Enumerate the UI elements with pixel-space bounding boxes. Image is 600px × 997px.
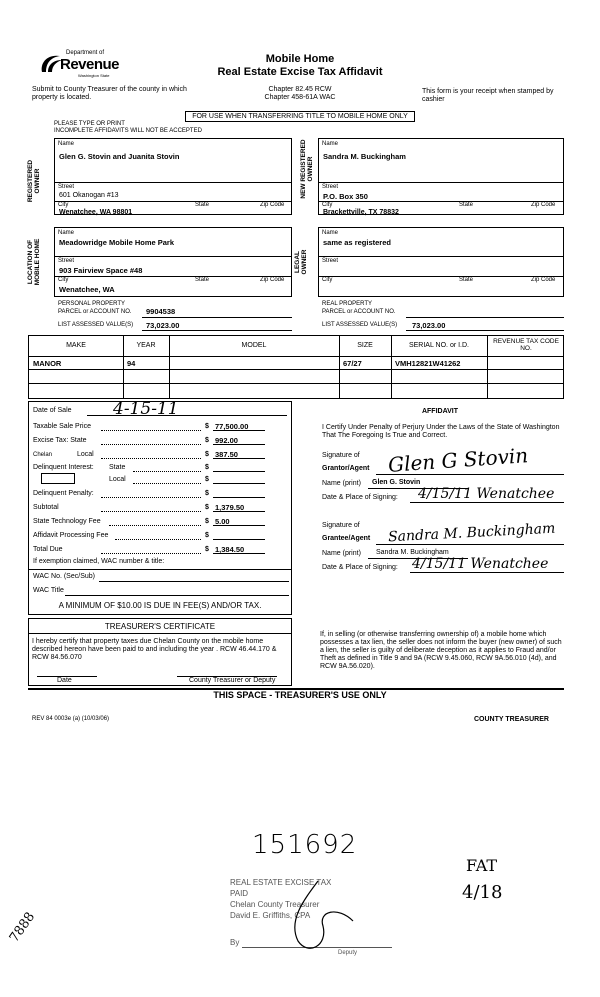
chapter-wac: Chapter 458-61A WAC xyxy=(264,94,336,101)
certify-statement: I Certify Under Penalty of Perjury Under the Laws of the State of Washington That The Foregoing Is True and Correct. xyxy=(322,424,560,440)
parcel-label: PARCEL or ACCOUNT NO. xyxy=(58,309,132,315)
header-year: YEAR xyxy=(136,342,156,349)
label-city: City xyxy=(322,202,333,208)
instruction-type: PLEASE TYPE OR PRINT xyxy=(54,121,125,127)
treasurer-date-label: Date xyxy=(57,677,72,684)
transfer-note: FOR USE WHEN TRANSFERRING TITLE TO MOBILE HOME ONLY xyxy=(185,111,415,122)
side-note: 7888 xyxy=(6,909,39,946)
vehicle-table xyxy=(28,335,564,399)
grantor-date-place[interactable]: 4/15/11 Wenatchee xyxy=(418,486,555,502)
chelan-label: Chelan xyxy=(33,452,53,458)
label-city: City xyxy=(58,277,69,283)
legal-owner-label-2: OWNER xyxy=(301,249,309,275)
grantee-date-place[interactable]: 4/15/11 Wenatchee xyxy=(412,556,549,572)
dor-logo xyxy=(38,50,128,80)
dollar-sign: $ xyxy=(205,518,209,525)
instruction-incomplete: INCOMPLETE AFFIDAVITS WILL NOT BE ACCEPTED xyxy=(54,128,202,134)
real-assessed-label: LIST ASSESSED VALUE(S) xyxy=(322,322,398,328)
stamp-scribble-icon xyxy=(258,876,378,956)
taxable-sale-label: Taxable Sale Price xyxy=(33,423,91,430)
date-of-sale-value[interactable]: 4-15-11 xyxy=(113,399,179,419)
receipt-note: This form is your receipt when stamped by cashier xyxy=(422,88,554,104)
location-name[interactable]: Meadowridge Mobile Home Park xyxy=(59,238,175,247)
grantee-agent-label: Grantee/Agent xyxy=(322,535,371,542)
assessed-label: LIST ASSESSED VALUE(S) xyxy=(58,322,134,328)
tech-fee-value[interactable]: 5.00 xyxy=(215,517,230,526)
delinquent-state-label: State xyxy=(109,464,126,471)
vehicle-size[interactable]: 67/27 xyxy=(343,359,362,368)
header-model: MODEL xyxy=(241,342,267,349)
label-street: Street xyxy=(322,184,339,190)
header-make: MAKE xyxy=(66,342,86,349)
delinquent-penalty-label: Delinquent Penalty: xyxy=(33,490,94,497)
label-street: Street xyxy=(58,258,75,264)
header-serial: SERIAL NO. or I.D. xyxy=(408,342,470,349)
label-city: City xyxy=(58,202,69,208)
excise-state-value[interactable]: 992.00 xyxy=(215,436,238,445)
stamp-line-2: PAID xyxy=(230,889,249,898)
stamp-by: By xyxy=(230,938,240,947)
paid-stamp xyxy=(228,876,398,966)
header-size: SIZE xyxy=(357,342,373,349)
logo-state: Washington State xyxy=(78,73,110,78)
location-label-1: LOCATION OF xyxy=(27,239,34,285)
total-due-label: Total Due xyxy=(33,546,63,553)
real-assessed-value[interactable]: 73,023.00 xyxy=(412,321,446,330)
subtotal-label: Subtotal xyxy=(33,504,59,511)
location-label-2: MOBILE HOME xyxy=(34,238,42,286)
local-label: Local xyxy=(77,451,94,458)
dollar-sign: $ xyxy=(205,546,209,553)
exemption-label: If exemption claimed, WAC number & title: xyxy=(33,558,165,565)
vehicle-year[interactable]: 94 xyxy=(127,359,136,368)
registered-label-1: REGISTERED xyxy=(27,159,34,203)
dollar-sign: $ xyxy=(205,423,209,430)
date-of-sale-label: Date of Sale xyxy=(33,407,72,414)
personal-assessed-value[interactable]: 73,023.00 xyxy=(146,321,180,330)
county-treasurer-heading: COUNTY TREASURER xyxy=(474,716,549,723)
county-treasurer-label: County Treasurer or Deputy xyxy=(189,677,276,684)
label-zip: Zip Code xyxy=(260,277,285,283)
delinquent-local-label: Local xyxy=(109,476,126,483)
receipt-number: 151692 xyxy=(252,830,358,860)
real-parcel-label: PARCEL or ACCOUNT NO. xyxy=(322,309,396,315)
label-zip: Zip Code xyxy=(531,277,556,283)
label-state: State xyxy=(459,277,474,283)
label-street: Street xyxy=(58,184,75,190)
name-print-label: Name (print) xyxy=(322,480,361,487)
new-owner-box xyxy=(318,138,564,215)
dollar-sign: $ xyxy=(205,532,209,539)
wac-no-label: WAC No. (Sec/Sub) xyxy=(33,573,95,580)
location-box xyxy=(54,227,292,297)
registered-owner-name[interactable]: Glen G. Stovin and Juanita Stovin xyxy=(59,152,180,161)
registered-owner-label xyxy=(27,159,45,203)
registered-owner-box xyxy=(54,138,292,215)
legal-owner-name[interactable]: same as registered xyxy=(323,238,391,247)
new-owner-street[interactable]: P.O. Box 350 xyxy=(323,192,368,201)
label-city: City xyxy=(322,277,333,283)
label-zip: Zip Code xyxy=(260,202,285,208)
new-owner-name[interactable]: Sandra M. Buckingham xyxy=(323,152,406,161)
logo-name: Revenue xyxy=(60,56,120,73)
vehicle-serial[interactable]: VMH12821W41262 xyxy=(395,359,461,368)
label-name: Name xyxy=(322,141,339,147)
signature-of-label: Signature of xyxy=(322,522,360,529)
new-owner-label-1: NEW REGISTERED xyxy=(300,139,307,199)
registered-label-2: OWNER xyxy=(34,168,42,194)
label-zip: Zip Code xyxy=(531,202,556,208)
stamp-line-1: REAL ESTATE EXCISE TAX xyxy=(230,878,332,887)
treasurer-certificate-title: TREASURER'S CERTIFICATE xyxy=(104,622,216,631)
date-place-label: Date & Place of Signing: xyxy=(322,494,398,501)
legal-owner-label xyxy=(294,242,312,282)
dollar-sign: $ xyxy=(205,451,209,458)
treasurer-use-only: THIS SPACE - TREASURER'S USE ONLY xyxy=(213,690,387,700)
affidavit-title: AFFIDAVIT xyxy=(421,408,459,415)
fat-note: FAT xyxy=(466,856,498,875)
dollar-sign: $ xyxy=(205,437,209,444)
grantee-signature[interactable]: Sandra M. Buckingham xyxy=(387,520,556,546)
label-state: State xyxy=(459,202,474,208)
delinquent-local-box[interactable] xyxy=(41,473,75,484)
excise-local-value[interactable]: 387.50 xyxy=(215,450,238,459)
label-name: Name xyxy=(58,230,75,236)
stamp-line-3: Chelan County Treasurer xyxy=(230,900,320,909)
dollar-sign: $ xyxy=(205,476,209,483)
dollar-sign: $ xyxy=(205,464,209,471)
sale-box xyxy=(28,401,292,615)
total-due-value[interactable]: 1,384.50 xyxy=(215,545,245,554)
treasurer-certificate-box xyxy=(28,618,292,686)
chapter-rcw: Chapter 82.45 RCW xyxy=(268,86,332,93)
title-line1: Mobile Home xyxy=(265,53,335,65)
location-street[interactable]: 903 Fairview Space #48 xyxy=(59,266,143,275)
new-owner-label-2: OWNER xyxy=(307,156,315,182)
location-city[interactable]: Wenatchee, WA xyxy=(59,285,115,294)
wac-title-label: WAC Title xyxy=(33,587,64,594)
grantor-signature[interactable]: Glen G Stovin xyxy=(387,443,529,477)
processing-fee-label: Affidavit Processing Fee xyxy=(33,532,109,539)
fat-date-note: 4/18 xyxy=(462,882,503,903)
treasurer-certificate-text: I hereby certify that property taxes due Chelan County on the mobile home described hereon have been paid to and including the year . RCW 46.44.170 & RCW 84.56.070 xyxy=(32,638,277,662)
dollar-sign: $ xyxy=(205,504,209,511)
fraud-notice: If, in selling (or otherwise transferring ownership of) a mobile home which possesses a tax lien, the seller does not inform the buyer (new owner) of such a lien, the seller is guilty of deliberate deception as it applies to Fraud and/or Theft as defined in Title 9 and 9A (RCW 9.45.060, RCW 9A.56.010 (4d), and RCW 9A.56.020). xyxy=(320,631,562,671)
dollar-sign: $ xyxy=(205,490,209,497)
real-property-label: REAL PROPERTY xyxy=(322,301,373,307)
grantor-agent-label: Grantor/Agent xyxy=(322,465,370,472)
label-name: Name xyxy=(58,141,75,147)
header-revenue-code: REVENUE TAX CODE NO. xyxy=(493,338,559,353)
legal-owner-label-1: LEGAL xyxy=(294,250,301,274)
tech-fee-label: State Technology Fee xyxy=(33,518,101,525)
registered-owner-city[interactable]: Wenatchee, WA 98801 xyxy=(59,209,133,216)
personal-parcel-value[interactable]: 9904538 xyxy=(146,307,176,316)
form-revision-code: REV 84 0003e (a) (10/03/06) xyxy=(32,716,110,722)
logo-dept: Department of xyxy=(66,50,105,56)
stamp-line-4: David E. Griffiths, CPA xyxy=(230,911,311,920)
label-street: Street xyxy=(322,258,339,264)
label-state: State xyxy=(195,202,210,208)
delinquent-interest-label: Delinquent Interest: xyxy=(33,464,94,471)
signature-of-label: Signature of xyxy=(322,452,360,459)
taxable-sale-value[interactable]: 77,500.00 xyxy=(215,422,249,431)
grantor-name[interactable]: Glen G. Stovin xyxy=(372,479,421,486)
date-place-label: Date & Place of Signing: xyxy=(322,564,398,571)
new-owner-label xyxy=(300,138,318,200)
title-line2: Real Estate Excise Tax Affidavit xyxy=(217,66,383,78)
excise-tax-label: Excise Tax: State xyxy=(33,437,87,444)
name-print-label: Name (print) xyxy=(322,550,361,557)
subtotal-value[interactable]: 1,379.50 xyxy=(215,503,245,512)
location-label xyxy=(27,234,45,290)
registered-owner-street[interactable]: 601 Okanogan #13 xyxy=(59,192,119,199)
vehicle-make[interactable]: MANOR xyxy=(33,359,62,368)
label-name: Name xyxy=(322,230,339,236)
submit-note: Submit to County Treasurer of the county in which property is located. xyxy=(32,86,187,102)
grantee-name[interactable]: Sandra M. Buckingham xyxy=(376,549,449,556)
stamp-deputy: Deputy xyxy=(338,950,358,956)
label-state: State xyxy=(195,277,210,283)
personal-property-label: PERSONAL PROPERTY xyxy=(58,301,126,307)
new-owner-city[interactable]: Brackettville, TX 78832 xyxy=(323,209,399,216)
legal-owner-box xyxy=(318,227,564,297)
minimum-note: A MINIMUM OF $10.00 IS DUE IN FEE(S) AND/OR TAX. xyxy=(58,601,262,610)
